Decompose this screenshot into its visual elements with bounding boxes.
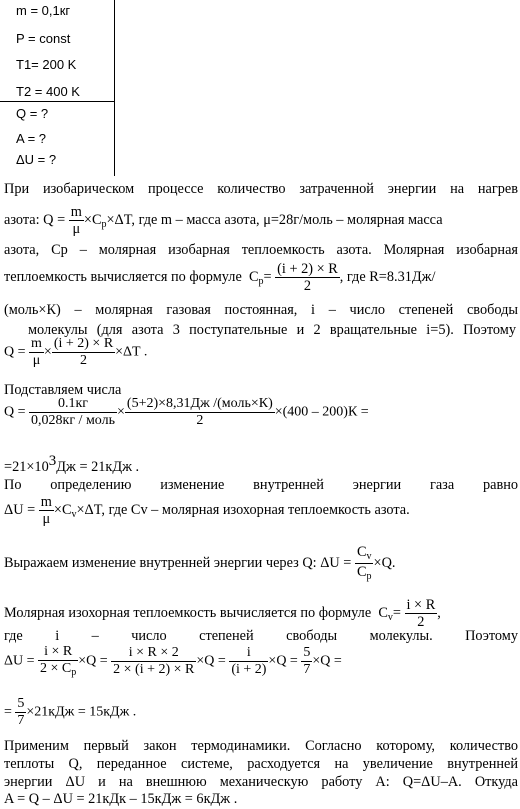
given-block — [0, 0, 116, 176]
subscript: v — [366, 551, 372, 562]
subscript: v — [71, 509, 77, 521]
fraction-cv — [405, 598, 438, 630]
denominator: 0,028кг / моль — [31, 413, 115, 428]
q-lhs: Q = — [4, 344, 26, 360]
subscript: p — [366, 571, 372, 582]
du-lhs: ΔU = — [4, 653, 35, 669]
denominator-text: 2 × C — [40, 661, 72, 676]
denominator: (i + 2) — [231, 662, 267, 677]
text-line-6: молекулы (для азота 3 поступательные и 2 вращательные i=5). Поэтому — [28, 322, 516, 338]
delta-t: ×ΔT — [76, 502, 102, 519]
subscript: v — [387, 612, 393, 624]
denominator: μ — [72, 221, 81, 238]
numerator: 0.1кг — [29, 397, 117, 413]
text-fragment: Молярная изохорная теплоемкость вычисляется по формуле — [4, 605, 372, 622]
delta-t: ×ΔT — [115, 344, 141, 360]
denominator: 2 — [196, 413, 204, 428]
text-line-17: A = Q – ΔU = 21кДк – 15кДж = 6кДж . — [4, 791, 238, 807]
times-sign: × — [83, 212, 92, 229]
fraction-m-mu — [29, 337, 44, 368]
subscript: p — [71, 667, 77, 678]
du-lhs: ΔU = — [4, 502, 36, 519]
text-line-1: При изобарическом процессе количество затраченной энергии на нагрев — [4, 181, 518, 197]
numerator: (i + 2) × R — [277, 261, 338, 277]
result-q-unit: Дж = 21кДж . — [56, 459, 140, 475]
denominator: 2 — [303, 278, 312, 295]
numerator — [355, 545, 374, 564]
text-line-4 — [4, 262, 518, 294]
text-line-5: (моль×К) – молярная газовая постоянная, i – число степеней свободы — [4, 302, 518, 318]
text-line-15: теплоты Q, переданное системе, расходуется на увеличение внутренней — [4, 756, 518, 772]
subscript: p — [101, 219, 107, 231]
numerator: m — [40, 494, 52, 510]
numerator: m — [31, 336, 42, 351]
cv-symbol: C — [61, 502, 72, 519]
cp-symbol: C — [356, 564, 367, 580]
numerator: i × R — [38, 645, 78, 661]
denominator: 2 — [79, 353, 87, 368]
text-line-2 — [4, 205, 518, 237]
denominator: μ — [42, 511, 51, 528]
temperature-tail: ×(400 – 200)К = — [274, 404, 369, 420]
denominator: 2 × (i + 2) × R — [113, 662, 195, 677]
fraction-mass — [29, 397, 117, 428]
given-t2: T2 = 400 K — [16, 84, 80, 99]
cp-symbol: C — [248, 269, 259, 286]
formula-du-result — [4, 697, 136, 728]
text-fragment: азота: Q = — [4, 212, 66, 229]
denominator: μ — [32, 353, 41, 368]
fraction-5-7 — [15, 697, 26, 728]
times-sign: × — [117, 404, 125, 420]
equals-sign: = — [263, 269, 276, 286]
text-line-9: По определению изменение внутренней энергии газа равно — [4, 477, 518, 493]
text-fragment: теплоемкость вычисляется по формуле — [4, 269, 242, 286]
times-q: ×Q = — [196, 653, 226, 669]
given-pressure: P = const — [16, 31, 71, 46]
fraction-cv-cp — [355, 545, 374, 582]
formula-du-chain — [4, 645, 342, 678]
numerator: i × R — [406, 597, 436, 613]
text-fragment: Выражаем изменение внутренней энергии через Q: — [4, 554, 317, 571]
cp-symbol: C — [91, 212, 102, 229]
denominator: 2 — [417, 614, 425, 631]
fraction-1 — [38, 645, 78, 678]
find-du: ΔU = ? — [16, 152, 57, 167]
denominator: 7 — [17, 713, 25, 728]
q-lhs: Q = — [4, 404, 26, 420]
fraction-cp — [275, 262, 340, 294]
q-symbol: Q. — [381, 554, 396, 571]
text-line-10 — [4, 495, 518, 527]
denominator — [355, 564, 374, 582]
text-line-13: где i – число степеней свободы молекулы. Поэтому — [4, 628, 518, 644]
times-q: ×Q = — [268, 653, 298, 669]
numerator: m — [70, 204, 82, 220]
text-line-11 — [4, 545, 518, 582]
subscript: p — [258, 276, 264, 288]
text-fragment: , где Cv – молярная изохорная теплоемкость азота. — [101, 502, 410, 519]
formula-q-expanded: Q = $\frac{m}{\mu}$ × $\frac{(i + 2) \times R}{2}$ ×ΔT . — [4, 336, 148, 368]
delta-t: ×ΔT — [106, 212, 132, 229]
fraction-heat-capacity — [125, 397, 275, 428]
equals-sign: = — [392, 605, 405, 622]
times-q: ×Q = — [312, 653, 342, 669]
text-fragment: , где R=8.31Дж/ — [339, 269, 436, 286]
numerator: i — [229, 646, 268, 662]
given-divider-vertical — [114, 0, 115, 176]
fraction-2 — [111, 646, 196, 677]
denominator — [38, 661, 78, 678]
numerator: i × R × 2 — [111, 646, 196, 662]
times-sign: × — [53, 502, 62, 519]
text-line-16: энергии ΔU и на внешнюю механическую работу A: Q=ΔU–A. Откуда — [4, 774, 518, 790]
text-line-3: азота, Cp – молярная изобарная теплоемкость азота. Молярная изобарная — [4, 242, 518, 258]
text-fragment: , где m – масса азота, μ=28г/моль – молярная масса — [131, 212, 443, 229]
find-q: Q = ? — [16, 106, 49, 121]
numerator: 5 — [303, 645, 311, 660]
fraction-cp — [52, 337, 115, 368]
du-lhs: ΔU = — [320, 554, 352, 571]
find-a: A = ? — [16, 131, 46, 146]
du-result: ×21кДж = 15кДж . — [26, 704, 137, 720]
text-line-14: Применим первый закон термодинамики. Согласно которому, количество — [4, 738, 518, 754]
given-divider-horizontal — [0, 101, 115, 102]
fraction-3 — [229, 646, 268, 677]
fraction-m-mu — [69, 205, 84, 237]
numerator: 5 — [17, 696, 25, 711]
denominator: 7 — [303, 662, 311, 677]
exponent: 3 — [48, 453, 57, 469]
text-line-12: Молярная изохорная теплоемкость вычисляется по формуле $C_v=$ $\frac{i \times R}{2}$ , — [4, 597, 441, 631]
result-q: =21×10 — [4, 459, 49, 475]
numerator: (i + 2) × R — [53, 336, 114, 351]
times-sign: × — [373, 554, 382, 571]
text-line-8 — [4, 452, 518, 476]
fraction-m-mu — [39, 495, 54, 527]
formula-q-numeric — [4, 397, 369, 428]
equals-sign: = — [4, 704, 12, 720]
cv-symbol: C — [356, 544, 367, 560]
numerator: (5+2)×8,31Дж /(моль×К) — [126, 396, 273, 411]
text-line-7: Подставляем числа — [4, 382, 122, 398]
fraction-4 — [301, 646, 312, 677]
given-t1: T1= 200 K — [16, 57, 77, 72]
given-mass: m = 0,1кг — [16, 3, 71, 18]
times-sign: × — [43, 344, 52, 360]
cv-symbol: C — [378, 605, 388, 622]
times-q: ×Q = — [78, 653, 108, 669]
